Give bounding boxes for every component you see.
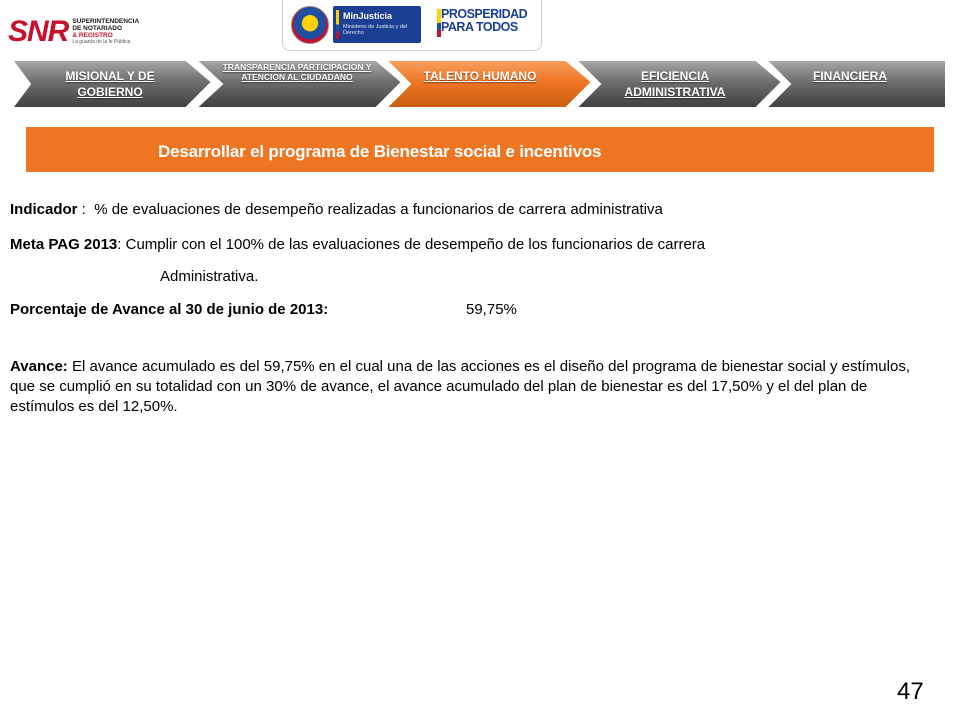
colombia-seal-icon <box>291 6 329 44</box>
section-nav <box>0 56 960 112</box>
snr-logo <box>8 10 140 54</box>
snr-line-2: DE NOTARIADO <box>72 25 123 32</box>
prosperidad-line-1: PROSPERIDAD <box>441 7 528 21</box>
government-logos <box>282 0 542 51</box>
page-title: Desarrollar el programa de Bienestar social e incentivos <box>158 142 602 161</box>
meta-line <box>10 236 930 253</box>
prosperidad-line-2: PARA TODOS <box>441 20 518 34</box>
snr-tagline: La guarda de la fe Pública <box>72 39 131 45</box>
nav-item-eficiencia[interactable]: EFICIENCIA ADMINISTRATIVA <box>624 69 726 99</box>
indicador-separator: : <box>77 201 95 218</box>
avance-text: El avance acumulado es del 59,75% en el cual una de las acciones es el diseño del programa de bienestar social y estímulos, que se cumplió en su totalidad con un 30% de avance, el avance acumulado del plan de bienestar es del 17,50% y el del plan de estímulos es del 12,50%. <box>10 358 910 415</box>
snr-logo-mark: SNR <box>8 15 69 48</box>
indicador-text: % de evaluaciones de desempeño realizadas a funcionarios de carrera administrativa <box>94 201 663 218</box>
meta-text: : Cumplir con el 100% de las evaluaciones de desempeño de los funcionarios de carrera <box>117 236 706 253</box>
nav-item-misional[interactable]: MISIONAL Y DE GOBIERNO <box>65 69 155 99</box>
prosperidad-logo <box>441 8 537 42</box>
snr-line-3: & REGISTRO <box>72 32 113 39</box>
snr-logo-text <box>72 18 139 46</box>
porcentaje-label: Porcentaje de Avance al 30 de junio de 2013: <box>10 301 329 318</box>
flag-stripe-icon <box>336 10 339 39</box>
indicador-label: Indicador <box>10 201 78 218</box>
flag-stripe-icon <box>437 9 441 37</box>
snr-line-1: SUPERINTENDENCIA <box>72 18 140 25</box>
nav-item-talento-humano[interactable]: TALENTO HUMANO <box>423 69 537 83</box>
page-number: 47 <box>897 678 924 705</box>
avance-paragraph <box>10 357 925 417</box>
indicador-line <box>10 201 930 218</box>
meta-label: Meta PAG 2013 <box>10 236 118 253</box>
avance-label: Avance: <box>10 358 68 375</box>
title-banner <box>26 127 934 172</box>
nav-item-transparencia[interactable]: TRANSPARENCIA PARTICIPACION Y ATENCION AL CIUDADANO <box>222 62 372 82</box>
minjusticia-subtitle: Ministerio de Justicia y del Derecho <box>343 24 408 36</box>
minjusticia-name: MinJusticia <box>343 11 393 21</box>
porcentaje-value: 59,75% <box>466 301 517 318</box>
minjusticia-logo <box>333 6 421 43</box>
meta-line-continued: Administrativa. <box>160 268 259 285</box>
nav-item-financiera[interactable]: FINANCIERA <box>813 69 887 83</box>
